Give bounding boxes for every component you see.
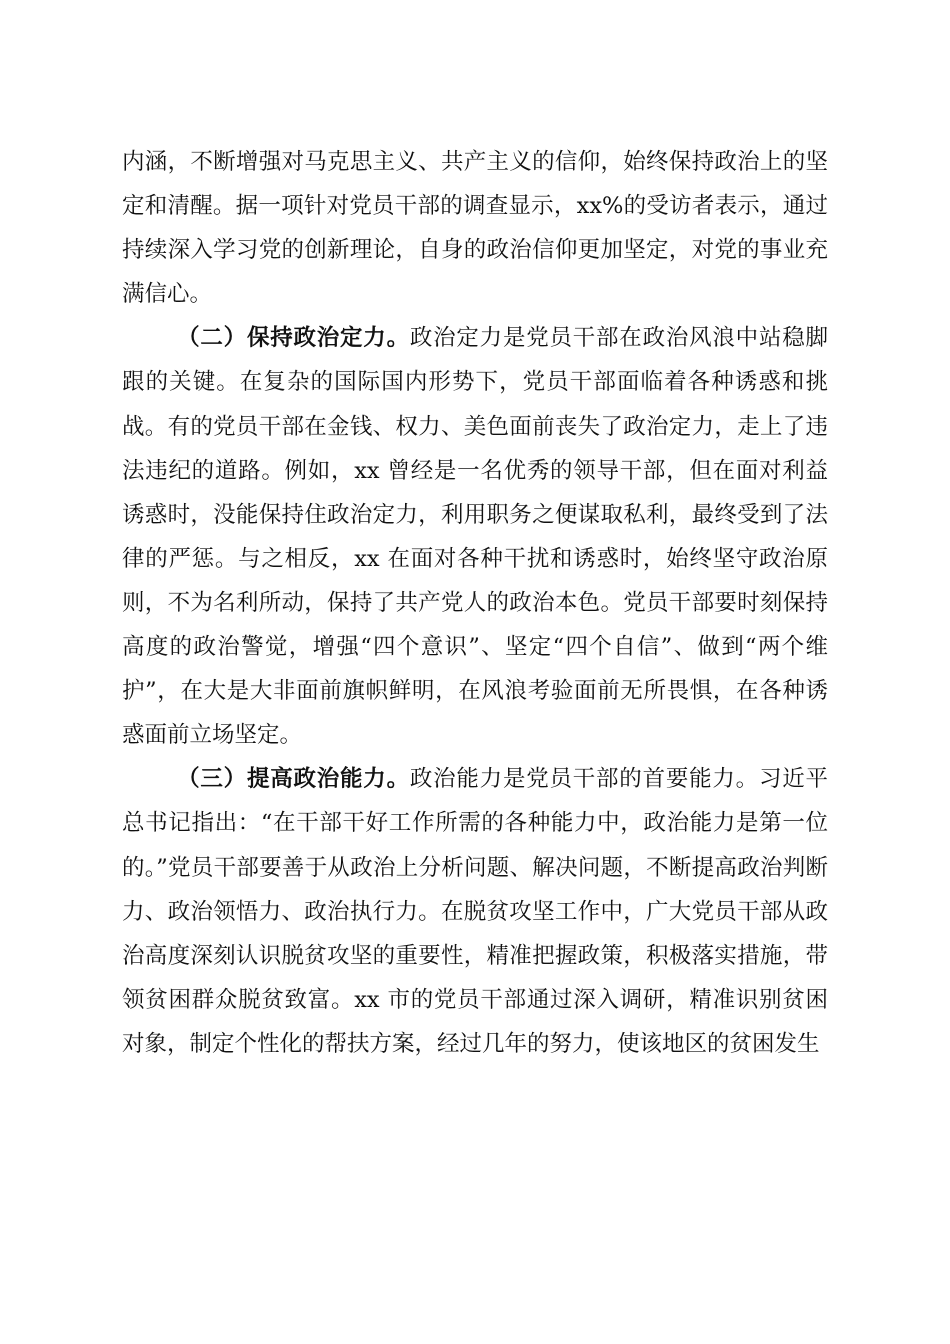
paragraph-body: 内涵，不断增强对马克思主义、共产主义的信仰，始终保持政治上的坚定和清醒。据一项针对党员干部的调查显示，xx%的受访者表示，通过持续深入学习党的创新理论，自身的政治信仰更加坚定，对党的事业充满信心。: [122, 149, 828, 308]
paragraph-section-2: [122, 316, 828, 757]
section-heading: （二）保持政治定力。: [177, 325, 410, 352]
paragraph-body: 政治定力是党员干部在政治风浪中站稳脚跟的关键。在复杂的国际国内形势下，党员干部面临着各种诱惑和挑战。有的党员干部在金钱、权力、美色面前丧失了政治定力，走上了违法违纪的道路。例如，xx 曾经是一名优秀的领导干部，但在面对利益诱惑时，没能保持住政治定力，利用职务之便谋取私利，最终受到了法律的严惩。与之相反，xx 在面对各种干扰和诱惑时，始终坚守政治原则，不为名利所动，保持了共产党人的政治本色。党员干部要时刻保持高度的政治警觉，增强“四个意识”、坚定“四个自信”、做到“两个维护”，在大是大非面前旗帜鲜明，在风浪考验面前无所畏惧，在各种诱惑面前立场坚定。: [122, 325, 828, 749]
paragraph-section-3: [122, 757, 828, 1066]
paragraph-body: 政治能力是党员干部的首要能力。习近平总书记指出：“在干部干好工作所需的各种能力中，政治能力是第一位的。”党员干部要善于从政治上分析问题、解决问题，不断提高政治判断力、政治领悟力、政治执行力。在脱贫攻坚工作中，广大党员干部从政治高度深刻认识脱贫攻坚的重要性，精准把握政策，积极落实措施，带领贫困群众脱贫致富。xx 市的党员干部通过深入调研，精准识别贫困对象，制定个性化的帮扶方案，经过几年的努力，使该地区的贫困发生: [122, 766, 828, 1057]
paragraph-continuation: [122, 140, 828, 316]
document-page: [122, 140, 828, 1066]
section-heading: （三）提高政治能力。: [177, 766, 410, 793]
